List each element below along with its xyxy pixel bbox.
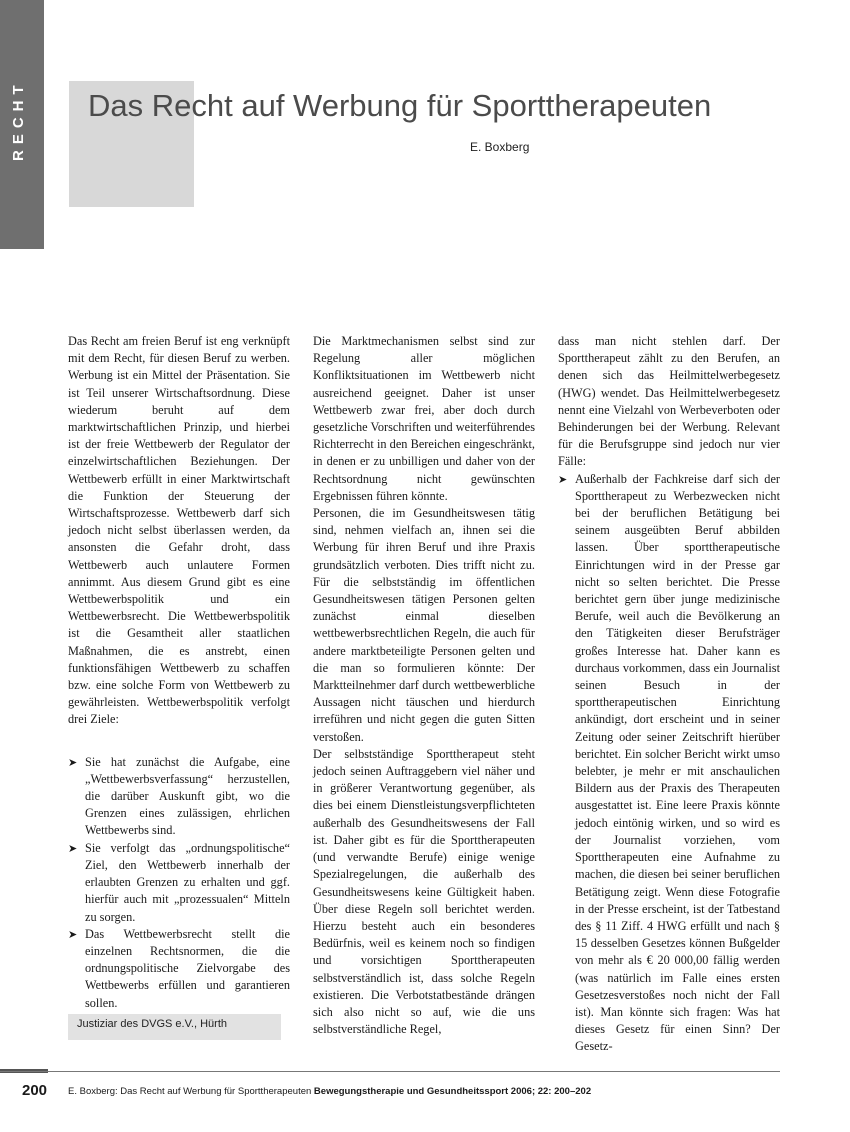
section-tab-label: RECHT (10, 79, 27, 161)
footer-rule (0, 1071, 780, 1072)
article-title: Das Recht auf Werbung für Sporttherapeuten (88, 88, 712, 123)
page-number: 200 (22, 1082, 48, 1099)
text-column-2 (313, 333, 535, 1038)
paragraph: Das Recht am freien Beruf ist eng verknüpft mit dem Recht, für diesen Beruf zu werben. Werbung ist ein Mittel der Präsentation. Sie ist Teil unserer Wirtschaftsordnung. Diese wiederum beruht auf dem marktwirtschaftlichen Prinzip, und hierbei ist der freie Wettbewerb der Regulator der einzelwirtschaftlichen Beziehungen. Der Wettbewerb erfüllt in einer Marktwirtschaft die Funktion der Steuerung der Wirtschaftsprozesse. Wettbewerb darf sich jedoch nicht selbst überlassen werden, da ansonsten die Gefahr droht, dass Wettbewerb auch unlautere Formen annimmt. Aus diesem Grund gibt es eine Wettbewerbspolitik und ein Wettbewerbsrecht. Die Wettbewerbspolitik ist die Gesamtheit aller staatlichen Maßnahmen, die es anstrebt, einen funktionsfähigen Wettbewerb zu schaffen bzw. eine solche Form von Wettbewerb zu gewährleisten. Wettbewerbspolitik verfolgt drei Ziele: (68, 334, 290, 727)
arrow-bullet-icon: ➤ (68, 927, 78, 941)
arrow-bullet-icon: ➤ (558, 472, 568, 486)
paragraph: Personen, die im Gesundheitswesen tätig sind, nehmen vielfach an, ihnen sei die Werbung für ihren Beruf und ihre Praxis grundsätzlich verboten. Dies trifft nicht zu. Für die selbstständig im öffentlichen Gesundheitswesen tätigen Personen gelten zunächst einmal dieselben wettbewerbsrechtlichen Regeln, die auch für andere marktbeteiligte Personen gelten und die man so formulieren könnte: Der Marktteilnehmer darf durch wettbewerbliche Aussagen nicht täuschen und hierdurch irreführen und nicht gegen die guten Sitten verstoßen. (313, 506, 535, 744)
bullet-list (558, 471, 780, 1056)
list-item: ➤ Sie verfolgt das „ordnungspolitische“ Ziel, den Wettbewerb innerhalb der erlaubten Grenzen zu erhalten und ggf. hierfür auch mit „prozessualen“ Mitteln zu sorgen. (68, 840, 290, 924)
arrow-bullet-icon: ➤ (68, 755, 78, 769)
author-affiliation: Justiziar des DVGS e.V., Hürth (68, 1014, 281, 1040)
section-tab (0, 0, 44, 249)
list-item: ➤ Außerhalb der Fachkreise darf sich der Sporttherapeut zu Werbezwecken nicht bei der beruflichen Betätigung bei seinem ausgeübten Beruf abbilden lassen. Über sporttherapeutische Einrichtungen wird in der Presse gar nicht so selten berichtet. Die Presse berichtet gern über junge medizinische Berufe, weil auch die Bevölkerung an den Tätigkeiten dieser Berufsträger großes Interesse hat. Daher kann es durchaus vorkommen, dass ein Journalist seinen Besuch in der sporttherapeutischen Einrichtung ankündigt, dort erscheint und in seiner Zeitung oder seiner Zeitschrift hierüber berichtet. Ein solcher Bericht wirkt umso belebter, je mehr er mit anschaulichen Bildern aus der Praxis des Therapeuten ausgestattet ist. Eine leere Praxis könnte jedoch eintönig wirken, und so wird es der Journalist vorziehen, vom Sporttherapeuten eine Aufnahme zu machen, die diesen bei seiner beruflichen Betätigung zeigt. Wenn diese Fotografie in der Presse erscheint, ist der Tatbestand des § 11 Ziff. 4 HWG erfüllt und nach § 15 desselben Gesetzes können Bußgelder von mehr als € 20 000,00 fällig werden (was natürlich im Falle eines ersten Gesetzesverstoßes noch nicht der Fall ist). Man könnte sich fragen: Was hat dieses Gesetz für einen Sinn? Der Gesetz- (558, 471, 780, 1054)
bullet-list (68, 754, 290, 1012)
text-column-3 (558, 333, 780, 1056)
citation-text: E. Boxberg: Das Recht auf Werbung für Sporttherapeuten (68, 1086, 314, 1097)
paragraph: dass man nicht stehlen darf. Der Sporttherapeut zählt zu den Berufen, an denen sich das Heilmittelwerbegesetz (HWG) wendet. Das Heilmittelwerbegesetz nennt eine Vielzahl von Werbeverboten oder Behinderungen bei der Werbung. Relevant für die Berufsgruppe sind jedoch nur vier Fälle: (558, 334, 780, 469)
citation-journal: Bewegungstherapie und Gesundheitssport 2006; 22: 200–202 (313, 1086, 592, 1097)
paragraph: Die Marktmechanismen selbst sind zur Regelung aller möglichen Konfliktsituationen im Wettbewerb nicht ausreichend geeignet. Daher ist unser Wettbewerb zwar frei, aber doch durch gesetzliche Vorschriften und weiterführendes Richterrecht in den Bereichen eingeschränkt, in denen er zu unbilligen und daher von der Rechtsordnung nicht gewünschten Ergebnissen führen könnte. (313, 334, 535, 503)
arrow-bullet-icon: ➤ (68, 841, 78, 855)
list-item: ➤ Sie hat zunächst die Aufgabe, eine „Wettbewerbsverfassung“ herzustellen, die darüber Auskunft gibt, wo die Grenzen eines zulässigen, ehrlichen Wettbewerbs sind. (68, 754, 290, 838)
article-author: E. Boxberg (470, 140, 530, 154)
paragraph: Der selbstständige Sporttherapeut steht jedoch seinen Auftraggebern viel näher und in größerer Verantwortung gegenüber, als dies bei einem Dienstleistungsverpflichteten außerhalb des Gesundheitswesens der Fall ist. Daher gibt es für die Sporttherapeuten (und verwandte Berufe) einige wenige Spezialregelungen, die außerhalb des Gesundheitswesens keine Gültigkeit haben. Über diese Regeln soll berichtet werden. Hierzu besteht auch ein besonderes Bedürfnis, weil es keinem noch so findigen und vorsichtigen Sporttherapeuten selbstverständlich ist, dass solche Regeln existieren. Die Verbotstatbestände drängen sich also nicht so auf, wie die uns selbstverständliche Regel, (313, 746, 535, 1037)
list-item: ➤ Das Wettbewerbsrecht stellt die einzelnen Rechtsnormen, die die ordnungspolitische Zielvorgabe des Wettbewerbs erfüllen und garantieren sollen. (68, 926, 290, 1010)
text-column-1 (68, 333, 290, 1012)
citation (68, 1086, 591, 1097)
